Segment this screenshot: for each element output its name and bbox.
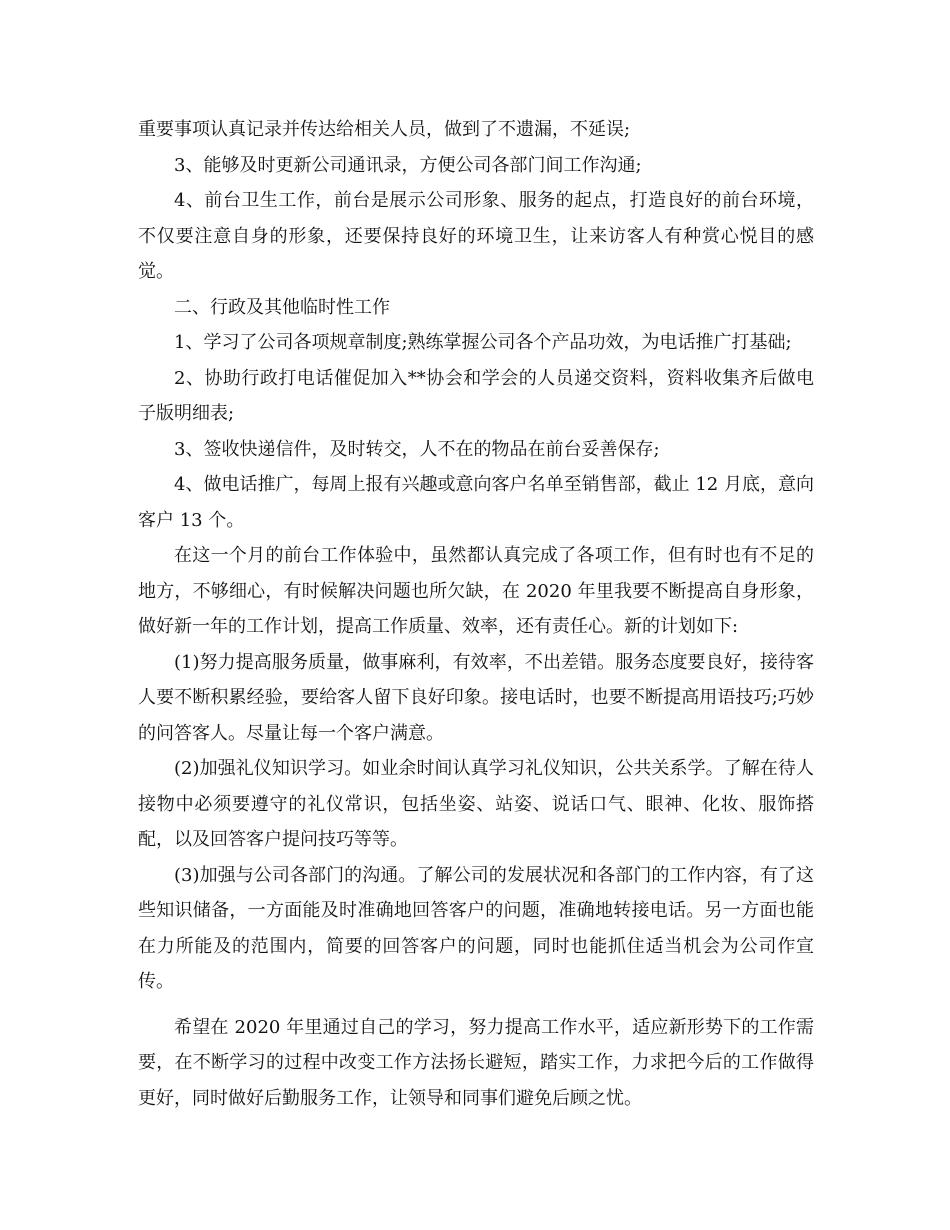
paragraph-13: 希望在 2020 年里通过自己的学习，努力提高工作水平，适应新形势下的工作需要，在不断学习的过程中改变工作方法扬长避短，踏实工作，力求把今后的工作做得更好，同时做好后勤服务工作，让领导和同事们避免后顾之忧。 [138,1016,814,1109]
paragraph-2: 3、能够及时更新公司通讯录，方便公司各部门间工作沟通; [174,154,642,176]
paragraph-11: (2)加强礼仪知识学习。如业余时间认真学习礼仪知识，公共关系学。了解在待人接物中必须要遵守的礼仪常识，包括坐姿、站姿、说话口气、眼神、化妆、服饰搭配，以及回答客户提问技巧等等。 [138,758,814,850]
paragraph-6: 2、协助行政打电话催促加入**协会和学会的人员递交资料，资料收集齐后做电子版明细表; [138,367,814,424]
paragraph-9: 在这一个月的前台工作体验中，虽然都认真完成了各项工作，但有时也有不足的地方，不够细心，有时候解决问题也所欠缺，在 2020 年里我要不断提高自身形象，做好新一年的工作计划，提高工作质量、效率，还有责任心。新的计划如下: [138,545,814,637]
paragraph-10: (1)努力提高服务质量，做事麻利，有效率，不出差错。服务态度要良好，接待客人要不断积累经验，要给客人留下良好印象。接电话时，也要不断提高用语技巧;巧妙的问答客人。尽量让每一个客户满意。 [138,651,814,744]
paragraph-8: 4、做电话推广，每周上报有兴趣或意向客户名单至销售部，截止 12 月底，意向客户 13 个。 [138,474,814,531]
paragraph-12: (3)加强与公司各部门的沟通。了解公司的发展状况和各部门的工作内容，有了这些知识储备，一方面能及时准确地回答客户的问题，准确地转接电话。另一方面也能在力所能及的范围内，简要的回答客户的问题，同时也能抓住适当机会为公司作宣传。 [138,864,814,992]
paragraph-5: 1、学习了公司各项规章制度;熟练掌握公司各个产品功效，为电话推广打基础; [174,332,792,353]
paragraph-3: 4、前台卫生工作，前台是展示公司形象、服务的起点，打造良好的前台环境，不仅要注意自身的形象，还要保持良好的环境卫生，让来访客人有种赏心悦目的感觉。 [138,190,814,282]
paragraph-1: 重要事项认真记录并传达给相关人员，做到了不遗漏，不延误; [138,119,631,140]
paragraph-7: 3、签收快递信件，及时转交，人不在的物品在前台妥善保存; [174,438,660,460]
section-heading: 二、行政及其他临时性工作 [174,296,390,318]
document-page [138,112,814,1116]
